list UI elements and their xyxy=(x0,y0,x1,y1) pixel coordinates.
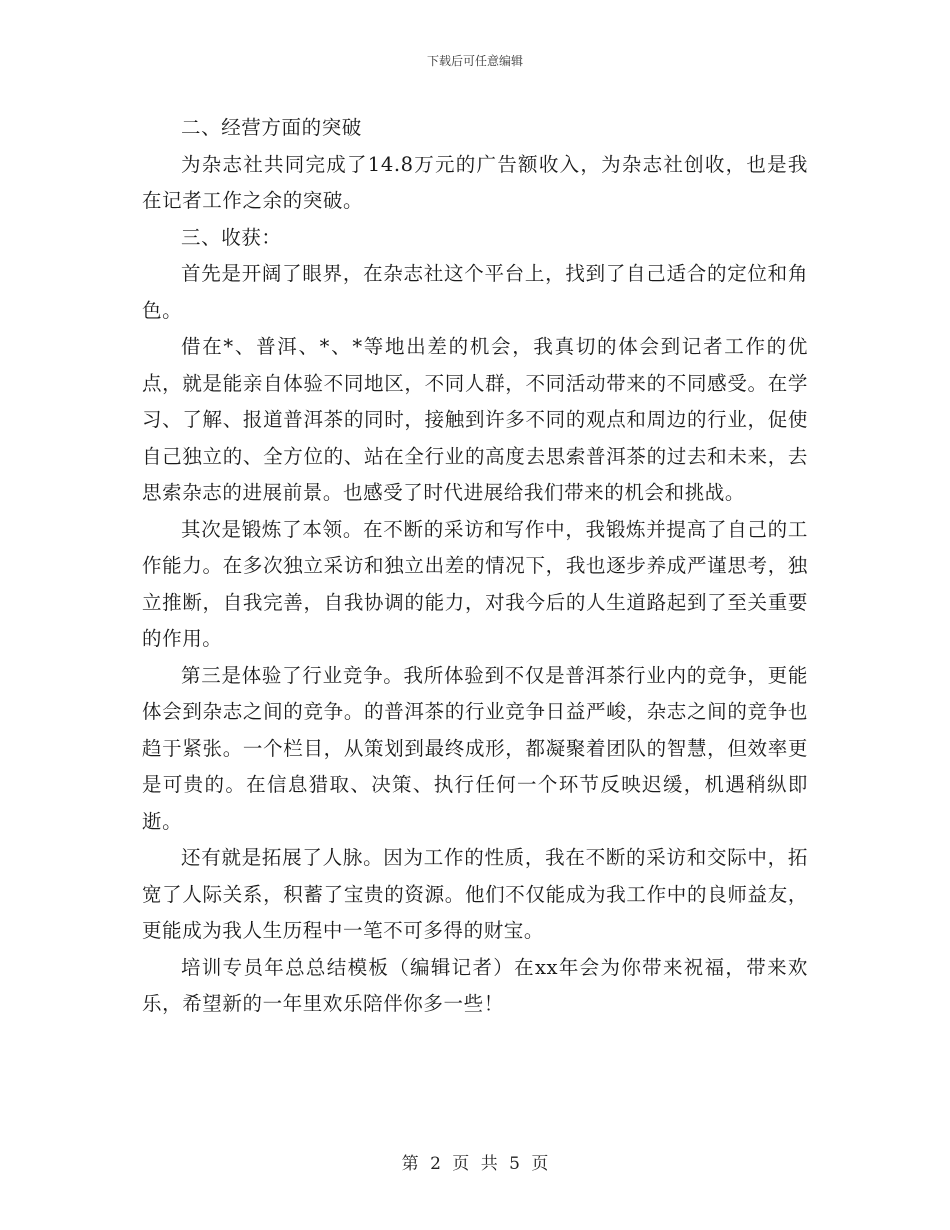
paragraph-horizons: 首先是开阔了眼界，在杂志社这个平台上，找到了自己适合的定位和角色。 xyxy=(142,262,808,322)
page-number: 第 2 页 共 5 页 xyxy=(401,1154,549,1174)
paragraph-competition: 第三是体验了行业竞争。我所体验到不仅是普洱茶行业内的竞争，更能体会到杂志之间的竞争。的普洱茶的行业竞争日益严峻，杂志之间的竞争也趋于紧张。一个栏目，从策划到最终成形，都凝聚着团队的智慧，但效率更是可贵的。在信息猎取、决策、执行任何一个环节反映迟缓，机遇稍纵即逝。 xyxy=(142,663,808,833)
paragraph-closing-wish: 培训专员年总总结模板（编辑记者）在xx年会为你带来祝福，带来欢乐，希望新的一年里欢乐陪伴你多一些！ xyxy=(142,955,808,1015)
paragraph-network: 还有就是拓展了人脉。因为工作的性质，我在不断的采访和交际中，拓宽了人际关系，积蓄了宝贵的资源。他们不仅能成为我工作中的良师益友，更能成为我人生历程中一笔不可多得的财宝。 xyxy=(142,846,808,942)
page-header: 下载后可任意编辑 xyxy=(426,54,523,68)
paragraph-ad-revenue: 为杂志社共同完成了14.8万元的广告额收入，为杂志社创收，也是我在记者工作之余的突破。 xyxy=(142,152,808,212)
section-heading-business: 二、经营方面的突破 xyxy=(181,116,362,139)
document-body xyxy=(142,110,808,1023)
section-heading-gains: 三、收获： xyxy=(181,225,282,249)
paragraph-skills: 其次是锻炼了本领。在不断的采访和写作中，我锻炼并提高了自己的工作能力。在多次独立采访和独立出差的情况下，我也逐步养成严谨思考，独立推断，自我完善，自我协调的能力，对我今后的人生道路起到了至关重要的作用。 xyxy=(142,517,808,650)
paragraph-business-trips: 借在*、普洱、*、*等地出差的机会，我真切的体会到记者工作的优点，就是能亲自体验不同地区，不同人群，不同活动带来的不同感受。在学习、了解、报道普洱茶的同时，接触到许多不同的观点和周边的行业，促使自己独立的、全方位的、站在全行业的高度去思索普洱茶的过去和未来，去思索杂志的进展前景。也感受了时代进展给我们带来的机会和挑战。 xyxy=(142,335,808,504)
